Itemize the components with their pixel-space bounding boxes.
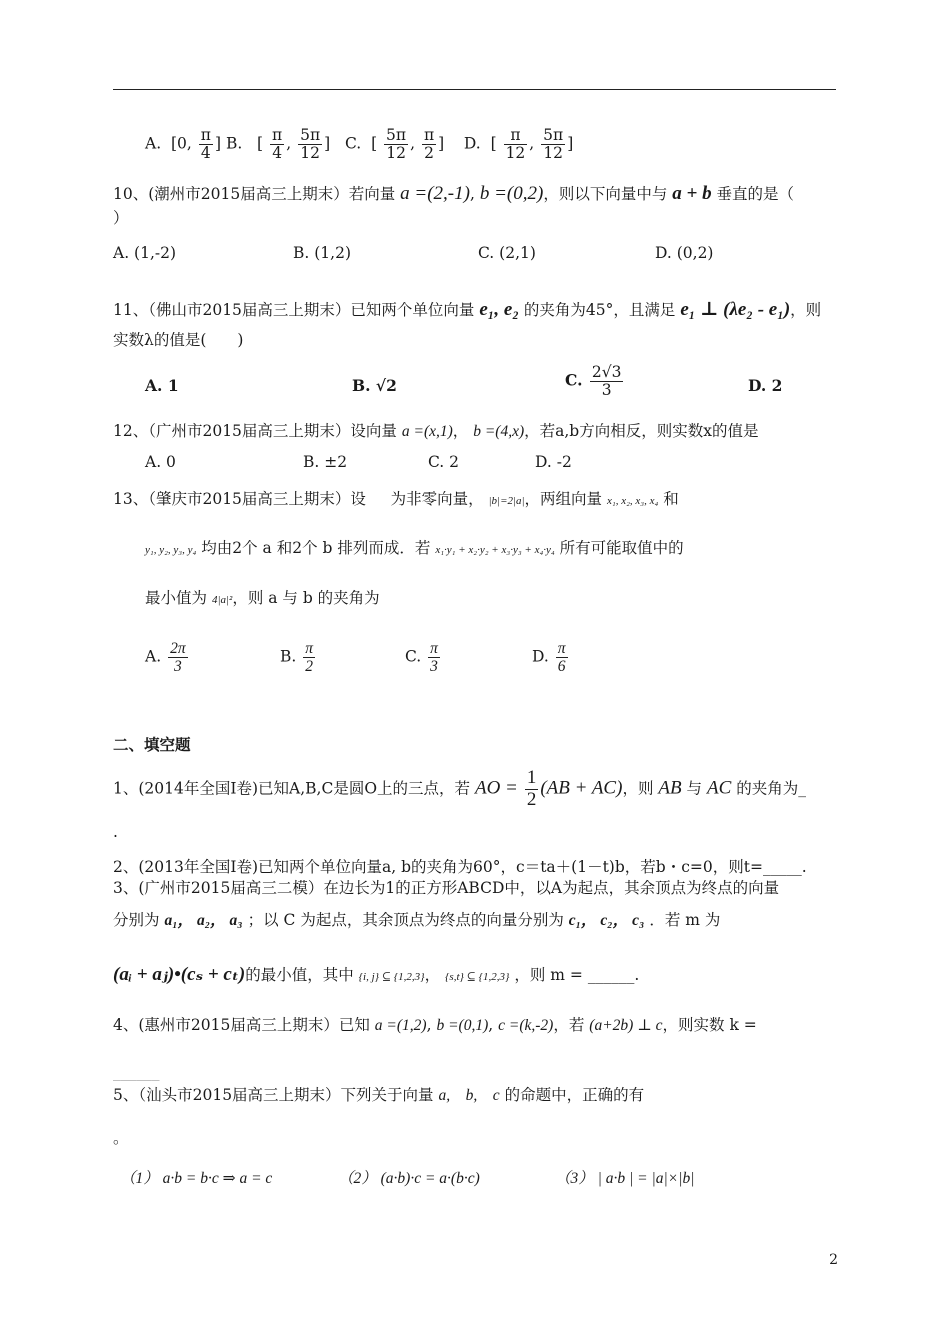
f5-line1: 5、（汕头市2015届高三上期末）下列关于向量 a, b, c 的命题中，正确的有	[113, 1086, 645, 1104]
f4-blank: ______	[113, 1063, 160, 1081]
q10-close: ）	[113, 209, 129, 227]
page-number: 2	[829, 1252, 838, 1268]
f2-line: 2、(2013年全国Ⅰ卷)已知两个单位向量a, b的夹角为60°，c＝ta＋(1－t)b，若b・c=0，则t=_____.	[113, 858, 807, 876]
f1-dot: .	[113, 823, 118, 841]
q13-option-c: C. $\frac{\pi}{3}$	[405, 640, 438, 676]
f4-line: 4、(惠州市2015届高三上期末）已知 a =(1,2), b =(0,1), c =(k,-2)，若 (a+2b) ⊥ c，则实数 k =	[113, 1016, 757, 1034]
q10-option-d: D. (0,2)	[655, 244, 714, 262]
f5-item-2: （2） (a·b)·c = a·(b·c)	[338, 1170, 480, 1187]
f3-line2: 分别为 a₁， a₂， a₃ ；以 C 为起点，其余顶点为终点的向量分别为 c₁， c₂， c₃ ．若 m 为	[113, 911, 721, 929]
q13-line3: 最小值为 4|a|²，则 a 与 b 的夹角为	[145, 589, 380, 607]
q13-option-a: A. $\frac{2\pi}{3}$	[145, 640, 186, 676]
q10-option-b: B. (1,2)	[293, 244, 351, 262]
q11-option-a: A. 1	[145, 376, 179, 395]
q11-option-c: C. $\frac{2√3}{3}$	[565, 363, 622, 400]
q11-line2: 实数λ的值是( )	[113, 331, 244, 349]
q9-options: A. [0, $\frac{\pi}{4}$ ] B. [ $\frac{\pi}{4}$ , $\frac{5\pi}{12}$ ] C. [ $\frac{5\pi}{12}$ , $\frac{\pi}{2}$ ] D. [ $\frac{\pi}{12}$ , $\frac{5\pi}{12}$ ]	[145, 126, 574, 163]
f3-line1: 3、(广州市2015届高三二模）在边长为1的正方形ABCD中，以A为起点，其余顶点为终点的向量	[113, 879, 780, 897]
f5-item-1: （1） a·b = b·c ⇒ a = c	[120, 1170, 273, 1187]
q13-line1: 13、（肇庆市2015届高三上期末）设 为非零向量， |b|=2|a|，两组向量 x₁, x₂, x₃, x₄ 和	[113, 490, 679, 508]
q12-stem: 12、（广州市2015届高三上期末）设向量 a =(x,1)， b =(4,x)，若a,b方向相反，则实数x的值是	[113, 422, 759, 440]
q13-line2: y₁, y₂, y₃, y₄ 均由2个 a 和2个 b 排列而成．若 x₁·y₁ + x₂·y₂ + x₃·y₃ + x₄·y₄ 所有可能取值中的	[145, 539, 684, 557]
q11-option-b: B. √2	[352, 376, 397, 395]
q12-option-b: B. ±2	[303, 453, 348, 471]
q10-option-c: C. (2,1)	[478, 244, 536, 262]
f3-line3: (aᵢ + aⱼ)•(cₛ + cₜ)的最小值，其中 {i, j} ⊆ {1,2,3}， {s,t} ⊆ {1,2,3} ，则 m = ______.	[113, 964, 640, 985]
section-title: 二、填空题	[113, 735, 191, 754]
q11-stem: 11、（佛山市2015届高三上期末）已知两个单位向量 e₁, e₂ 的夹角为45°，且满足 e₁ ⊥ (λe₂ - e₁)，则	[113, 299, 822, 320]
header-rule	[113, 89, 836, 90]
f5-item-3: （3） | a·b | = |a|×|b|	[555, 1170, 695, 1187]
q13-option-b: B. $\frac{\pi}{2}$	[280, 640, 314, 676]
q11-option-d: D. 2	[748, 376, 783, 395]
q12-option-d: D. -2	[535, 453, 572, 471]
q12-option-a: A. 0	[145, 453, 176, 471]
f5-dot: 。	[113, 1129, 129, 1147]
q13-option-d: D. $\frac{\pi}{6}$	[532, 640, 566, 676]
f1-line: 1、(2014年全国Ⅰ卷)已知A,B,C是圆O上的三点，若 AO = $\frac{1}{2}$ (AB + AC)，则 AB 与 AC 的夹角为_	[113, 767, 806, 810]
q10-stem: 10、(潮州市2015届高三上期末）若向量 a =(2,-1), b =(0,2)，则以下向量中与 a + b 垂直的是（	[113, 183, 795, 204]
q10-option-a: A. (1,-2)	[113, 244, 177, 262]
q12-option-c: C. 2	[428, 453, 460, 471]
